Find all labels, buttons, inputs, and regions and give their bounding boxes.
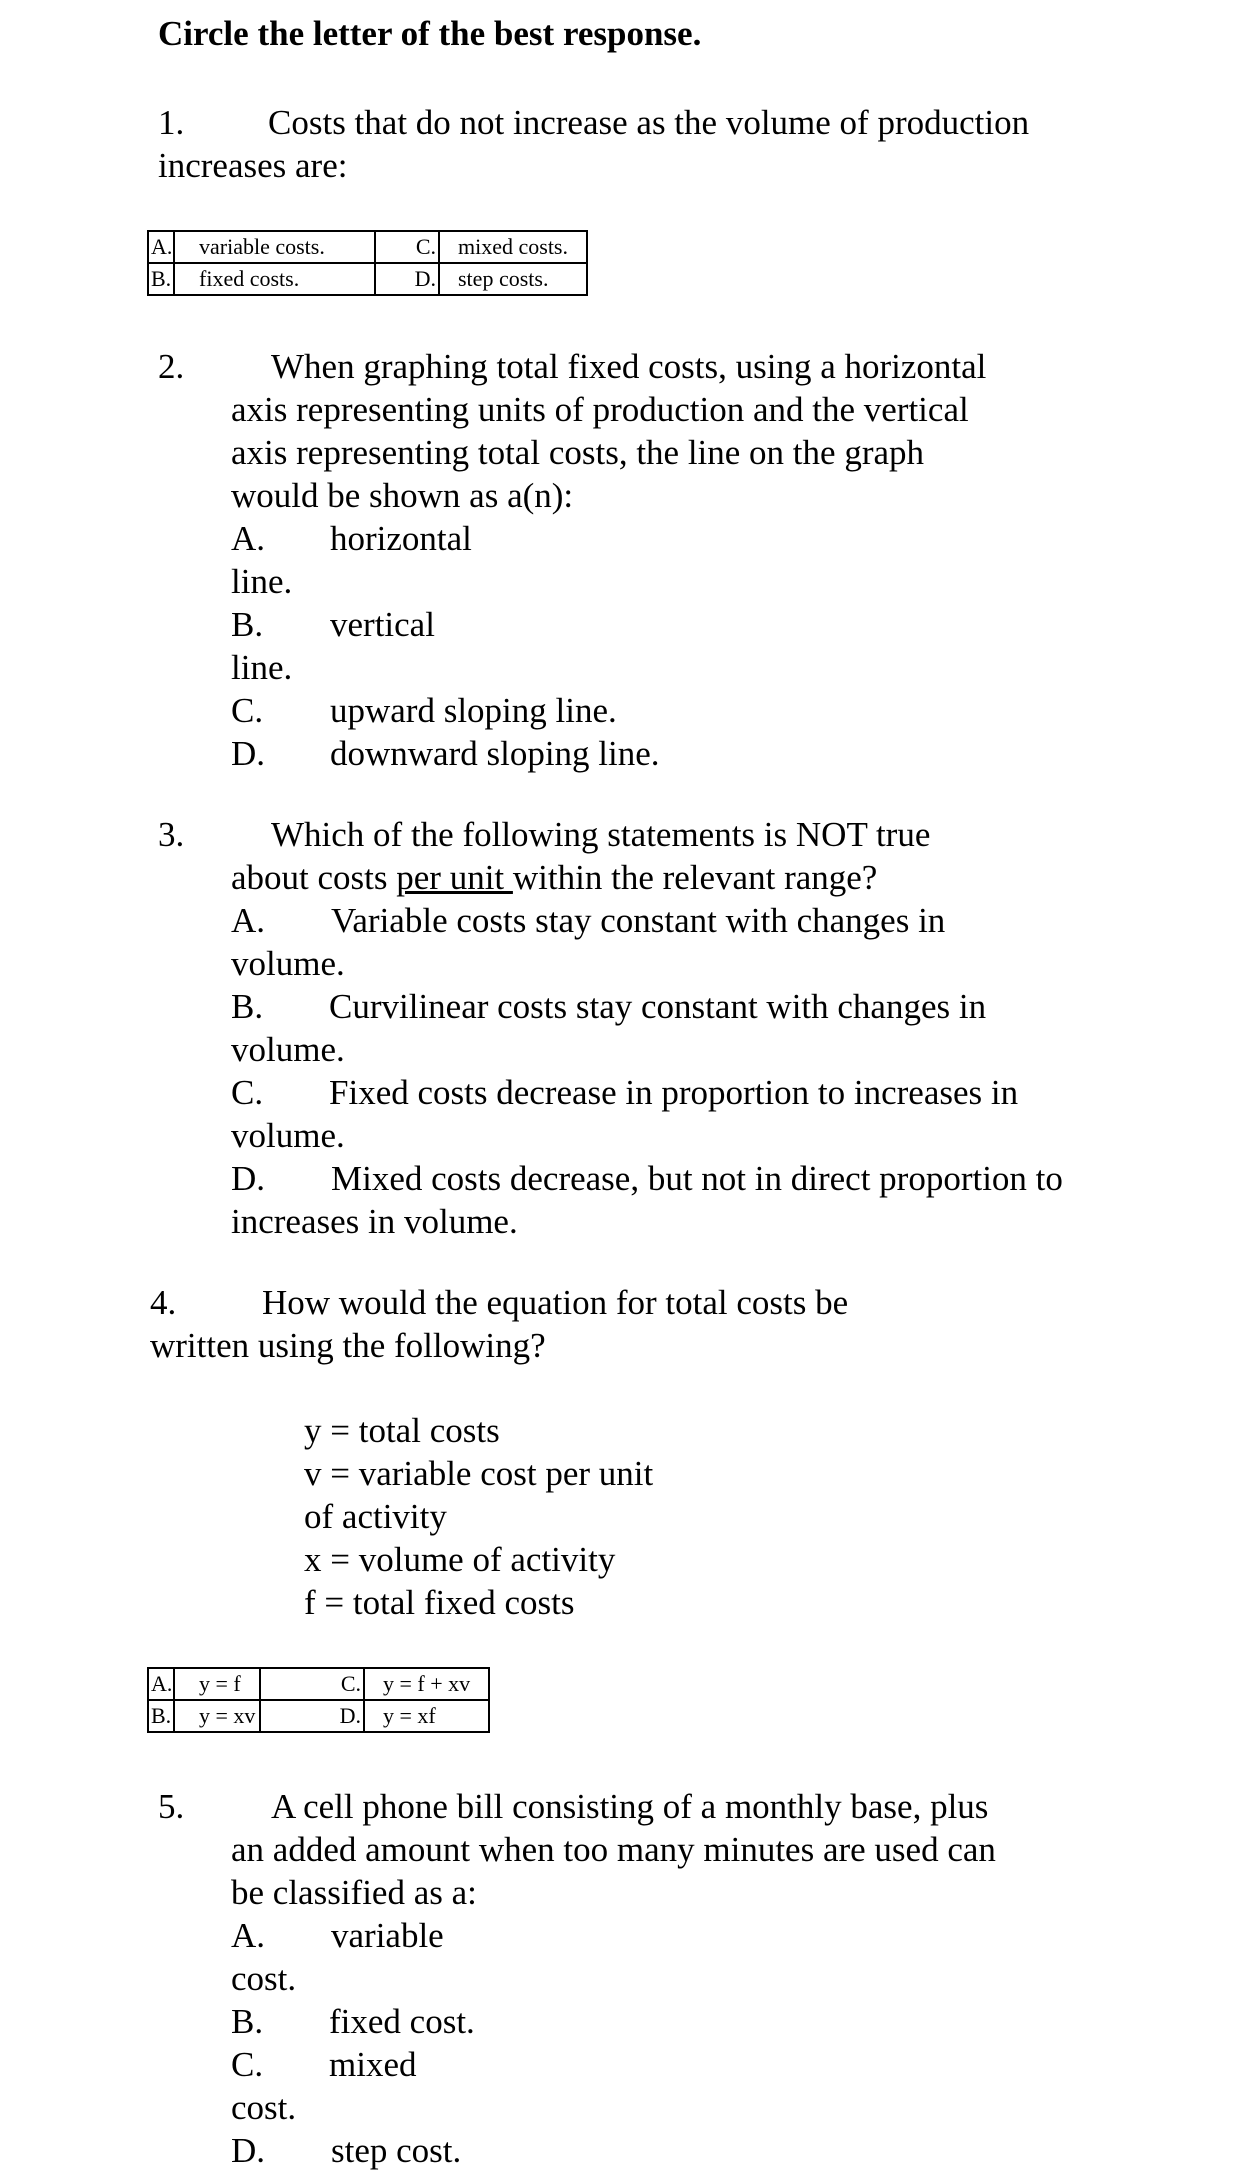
question-text: about costs	[231, 858, 397, 897]
option-text[interactable]: fixed costs.	[174, 263, 375, 295]
option-text-wrap: volume.	[231, 944, 345, 983]
option-letter[interactable]: C.	[260, 1668, 364, 1700]
option-text-wrap: volume.	[231, 1030, 345, 1069]
answer-row	[148, 263, 587, 295]
option-text[interactable]: y = f + xv	[364, 1668, 489, 1700]
option-text-wrap: cost.	[231, 2088, 297, 2127]
question-text-line: axis representing units of production and the vertical	[231, 390, 969, 429]
question-text-line: How would the equation for total costs be	[262, 1283, 849, 1322]
option-letter: B.	[231, 2002, 264, 2041]
page-title: Circle the letter of the best response.	[158, 14, 702, 53]
option-letter: D.	[231, 734, 266, 773]
option-text[interactable]: y = f	[174, 1668, 260, 1700]
option-text: horizontal	[330, 519, 472, 558]
option-text: Variable costs stay constant with changes in	[331, 901, 946, 940]
option-letter[interactable]: C.	[375, 231, 439, 263]
option-text[interactable]: step costs.	[439, 263, 587, 295]
option-letter[interactable]: D.	[260, 1700, 364, 1732]
option-letter: A.	[231, 901, 266, 940]
question-text-line: When graphing total fixed costs, using a horizontal	[271, 347, 987, 386]
question-text: within the relevant range?	[512, 858, 878, 897]
option-text: fixed cost.	[329, 2002, 475, 2041]
question-text-line: be classified as a:	[231, 1873, 477, 1912]
question-number: 3.	[158, 815, 185, 854]
definition-line: x = volume of activity	[304, 1540, 616, 1579]
option-text: step cost.	[331, 2131, 462, 2170]
question-text-line: axis representing total costs, the line on the graph	[231, 433, 925, 472]
option-text[interactable]: variable costs.	[174, 231, 375, 263]
definition-line: y = total costs	[304, 1411, 500, 1450]
question-text-line: written using the following?	[150, 1326, 546, 1365]
option-text: variable	[331, 1916, 444, 1955]
option-text-wrap: cost.	[231, 1959, 297, 1998]
option-letter[interactable]: D.	[375, 263, 439, 295]
option-letter: B.	[231, 605, 264, 644]
answer-row	[148, 231, 587, 263]
option-text: downward sloping line.	[330, 734, 660, 773]
question-text-line: would be shown as a(n):	[231, 476, 574, 515]
answer-row	[148, 1700, 489, 1732]
definition-line: of activity	[304, 1497, 447, 1536]
definition-line: f = total fixed costs	[304, 1583, 575, 1622]
option-text-wrap: increases in volume.	[231, 1202, 518, 1241]
underlined-text: per unit	[396, 858, 513, 897]
option-text[interactable]: y = xv	[174, 1700, 260, 1732]
answer-table	[147, 230, 588, 296]
option-text: upward sloping line.	[330, 691, 617, 730]
question-text-line: Costs that do not increase as the volume of production	[268, 103, 1030, 142]
question-text-line: Which of the following statements is NOT true	[271, 815, 931, 854]
question-number: 5.	[158, 1787, 185, 1826]
question-number: 1.	[158, 103, 185, 142]
option-letter[interactable]: A.	[148, 231, 174, 263]
option-text-wrap: line.	[231, 562, 293, 601]
question-number: 4.	[150, 1283, 177, 1322]
definition-line: v = variable cost per unit	[304, 1454, 654, 1493]
option-text-wrap: volume.	[231, 1116, 345, 1155]
option-letter[interactable]: B.	[148, 263, 174, 295]
option-text: Mixed costs decrease, but not in direct proportion to	[331, 1159, 1063, 1198]
option-text: Curvilinear costs stay constant with changes in	[329, 987, 987, 1026]
option-letter: B.	[231, 987, 264, 1026]
option-letter: D.	[231, 2131, 266, 2170]
question-text-line: A cell phone bill consisting of a monthly base, plus	[271, 1787, 989, 1826]
option-letter: D.	[231, 1159, 266, 1198]
option-text-wrap: line.	[231, 648, 293, 687]
option-letter: C.	[231, 691, 264, 730]
option-text[interactable]: mixed costs.	[439, 231, 587, 263]
question-text-line: increases are:	[158, 146, 348, 185]
option-letter[interactable]: B.	[148, 1700, 174, 1732]
answer-row	[148, 1668, 489, 1700]
question-number: 2.	[158, 347, 185, 386]
option-letter: C.	[231, 2045, 264, 2084]
option-text: mixed	[329, 2045, 417, 2084]
option-letter: A.	[231, 1916, 266, 1955]
option-text[interactable]: y = xf	[364, 1700, 489, 1732]
answer-table	[147, 1667, 490, 1733]
option-text: Fixed costs decrease in proportion to increases in	[329, 1073, 1019, 1112]
question-text-line: an added amount when too many minutes are used can	[231, 1830, 996, 1869]
option-text: vertical	[330, 605, 435, 644]
option-letter: C.	[231, 1073, 264, 1112]
option-letter[interactable]: A.	[148, 1668, 174, 1700]
option-letter: A.	[231, 519, 266, 558]
question-text-line	[231, 856, 877, 899]
